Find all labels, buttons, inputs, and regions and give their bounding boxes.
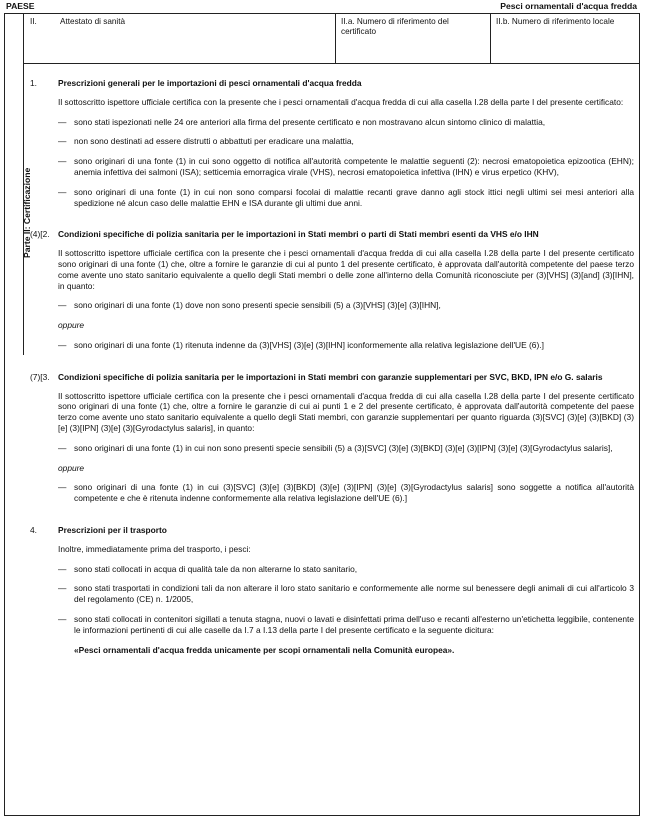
section-intro: Inoltre, immediatamente prima del trasporto, i pesci: bbox=[58, 543, 251, 554]
cell-number: II. bbox=[30, 17, 37, 26]
page-header bbox=[0, 0, 645, 13]
list-item: — sono originari di una fonte (1) in cui (3)[SVC] (3)[e] (3)[BKD] (3)[e] (3)[IPN] (3)[e] (3)[Gyrodactylus salaris] sono soggette a notifica all'autorità competente e che è ritenuta indenne conformemente alla relativa legislazione dell'UE (6).] bbox=[58, 482, 634, 504]
section-intro: Il sottoscritto ispettore ufficiale certifica con la presente che i pesci ornamentali d'acqua fredda di cui alla casella I.28 della parte I del presente certificato: bbox=[58, 96, 624, 107]
side-label: Parte II: Certificazione bbox=[22, 167, 32, 258]
side-column bbox=[4, 13, 32, 355]
section-heading bbox=[30, 372, 634, 383]
reference-row bbox=[24, 13, 640, 64]
health-certificate-cell bbox=[24, 13, 336, 64]
list-item: — sono originari di una fonte (1) dove non sono presenti specie sensibili (5) a (3)[VHS] (3)[e] (3)[IHN], bbox=[58, 300, 441, 311]
section-number: (7)[3. bbox=[30, 371, 50, 382]
section-heading bbox=[30, 525, 634, 536]
label-wording: «Pesci ornamentali d'acqua fredda unicamente per scopi ornamentali nella Comunità europea». bbox=[74, 644, 455, 655]
section-heading bbox=[30, 229, 634, 240]
certificate-reference-cell: II.a. Numero di riferimento del certificato bbox=[336, 13, 491, 64]
oppure-label: oppure bbox=[58, 320, 85, 331]
list-item: — non sono destinati ad essere distrutti o abbattuti per eradicare una malattia, bbox=[58, 136, 354, 147]
list-item: — sono originari di una fonte (1) in cui sono oggetto di notifica all'autorità competente le malattie seguenti (2): necrosi ematopoietica epizootica (EHN); anemia infettiva dei salmoni (ISA); setticemia emorragica virale (VHS), necrosi ematopoietica infettiva (IHN) e virus erpetico (KHV), bbox=[58, 156, 634, 177]
country-label: PAESE bbox=[6, 1, 35, 11]
document-title: Pesci ornamentali d'acqua fredda bbox=[500, 1, 637, 11]
list-item: — sono stati collocati in acqua di qualità tale da non alterarne lo stato sanitario, bbox=[58, 563, 358, 574]
list-item: — sono stati trasportati in condizioni tali da non alterare il loro stato sanitario e conformemente alle norme sul benessere degli animali di cui all'articolo 3 del regolamento (CE) n. 1/2005, bbox=[58, 583, 634, 605]
section-heading bbox=[30, 78, 634, 89]
certificate-content bbox=[30, 78, 634, 655]
section-title: Condizioni specifiche di polizia sanitaria per le importazioni in Stati membri o parti di Stati membri esenti da VHS e/o IHN bbox=[58, 229, 539, 240]
section-4 bbox=[30, 525, 634, 655]
section-title: Condizioni specifiche di polizia sanitaria per le importazioni in Stati membri con garanzie supplementari per SVC, BKD, IPN e/o G. salaris bbox=[58, 371, 603, 382]
section-3 bbox=[30, 372, 634, 504]
oppure-label: oppure bbox=[58, 462, 85, 473]
section-number: (4)[2. bbox=[30, 229, 50, 240]
list-item: — sono stati collocati in contenitori sigillati a tenuta stagna, nuovi o lavati e disinfettati prima dell'uso e recanti all'esterno un'etichetta leggibile, contenente le informazioni pertinenti di cui alle caselle da I.7 a I.13 della parte I del presente certificato e la seguente dicitura: bbox=[58, 613, 634, 635]
section-2 bbox=[30, 229, 634, 350]
section-intro: Il sottoscritto ispettore ufficiale certifica con la presente che i pesci ornamentali d'acqua fredda di cui alla casella I.28 della parte I del presente certificato sono originari di una fonte (1) che, oltre a fornire le garanzie di cui al punto 1 del presente certificato, è approvata dall'autorità competente del paese terzo come avente uno stato sanitario equivalente a quello degli Stati membri o delle zone all'interno della Comunità riconosciute per (3)[VHS] (3)[and] (3)[IHN], in quanto: bbox=[58, 248, 634, 291]
list-item: — sono originari di una fonte (1) in cui non sono presenti specie sensibili (5) a (3)[SVC] (3)[e] (3)[BKD] (3)[e] (3)[IPN] (3)[e] (3)[Gyrodactylus salaris], bbox=[58, 442, 613, 453]
cell-label: Attestato di sanità bbox=[60, 17, 126, 26]
section-number: 1. bbox=[30, 78, 37, 88]
section-number: 4. bbox=[30, 524, 37, 535]
section-title: Prescrizioni generali per le importazioni di pesci ornamentali d'acqua fredda bbox=[58, 78, 362, 88]
list-item: — sono originari di una fonte (1) ritenuta indenne da (3)[VHS] (3)[e] (3)[IHN] iconformemente alla relativa legislazione dell'UE (6).] bbox=[58, 339, 544, 350]
list-item: — sono stati ispezionati nelle 24 ore anteriori alla firma del presente certificato e non mostravano alcun sintomo clinico di malattia, bbox=[58, 116, 546, 127]
section-intro: Il sottoscritto ispettore ufficiale certifica con la presente che i pesci ornamentali d'acqua fredda di cui alla casella I.28 della parte I del presente certificato sono originari di una fonte (1) che, oltre a fornire le garanzie di cui ai punti 1 e 2 del presente certificato, è approvata dall'autorità competente del paese terzo come avente uno stato sanitario equivalente a quello degli Stati membri, con garanzie supplementari per quanto riguarda (3)[SVC] (3)[e] (3)[BKD] (3)[e] (3)[IPN] (3)[e] (3)[Gyrodactylus salaris], in quanto: bbox=[58, 390, 634, 433]
list-item: — sono originari di una fonte (1) in cui non sono comparsi focolai di malattie recanti grave danno agli stock ittici negli ultimi sei mesi anteriori alla spedizione né alcun caso delle malattie EHN e ISA durante gli ultimi due anni. bbox=[58, 186, 634, 208]
local-reference-cell: II.b. Numero di riferimento locale bbox=[496, 17, 615, 26]
section-title: Prescrizioni per il trasporto bbox=[58, 524, 167, 535]
section-1 bbox=[30, 78, 634, 208]
